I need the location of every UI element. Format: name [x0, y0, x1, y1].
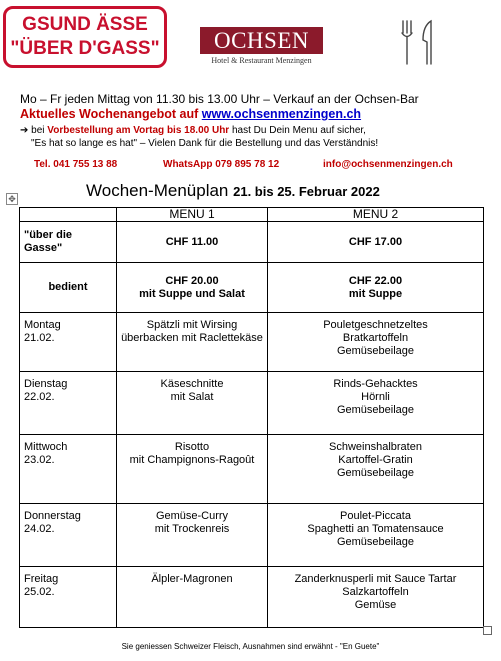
promo-badge	[3, 6, 167, 68]
preorder-pre: bei	[28, 125, 48, 136]
menu-2-cell: Poulet-Piccata Spaghetti an Tomatensauce Gemüsebeilage	[268, 504, 484, 567]
table-row	[20, 504, 484, 567]
menu-2-cell: Rinds-Gehacktes Hörnli Gemüsebeilage	[268, 372, 484, 435]
table-row	[20, 222, 484, 263]
table-resize-handle[interactable]	[483, 626, 492, 635]
title-main: Wochen-Menüplan	[86, 181, 234, 200]
table-row	[20, 372, 484, 435]
website-link[interactable]: www.ochsenmenzingen.ch	[201, 107, 362, 121]
row-label: Donnerstag 24.02.	[20, 504, 117, 567]
preorder-line	[20, 125, 366, 136]
ochsen-logo	[200, 27, 323, 65]
table-row	[20, 263, 484, 313]
menu-1-cell: Risotto mit Champignons-Ragoût	[117, 435, 268, 504]
email-address[interactable]: info@ochsenmenzingen.ch	[323, 159, 453, 170]
menu-plan-title	[86, 181, 380, 201]
whatsapp-number: WhatsApp 079 895 78 12	[163, 159, 280, 170]
row-label: Dienstag 22.02.	[20, 372, 117, 435]
weekly-offer-text: Aktuelles Wochenangebot auf	[20, 107, 202, 121]
table-row	[20, 313, 484, 372]
badge-line-1: GSUND ÄSSE	[22, 14, 148, 35]
menu-1-cell: Käseschnitte mit Salat	[117, 372, 268, 435]
logo-subtitle: Hotel & Restaurant Menzingen	[211, 56, 312, 65]
fork-knife-icon	[398, 18, 438, 66]
phone-number: Tel. 041 755 13 88	[34, 159, 118, 170]
notice-line: "Es hat so lange es hat" – Vielen Dank für die Bestellung und das Verständnis!	[31, 138, 379, 149]
footer-note: Sie geniessen Schweizer Fleisch, Ausnahmen sind erwähnt - "En Guete"	[121, 642, 380, 651]
row-label: "über die Gasse"	[20, 222, 117, 263]
table-row	[20, 567, 484, 628]
preorder-deadline: Vorbestellung am Vortag bis 18.00 Uhr	[47, 125, 230, 136]
menu-2-cell: Schweinshalbraten Kartoffel-Gratin Gemüsebeilage	[268, 435, 484, 504]
menu-1-cell: CHF 11.00	[117, 222, 268, 263]
table-header-row	[20, 208, 484, 222]
move-handle-icon[interactable]: ✥	[6, 193, 18, 205]
header-menu-2: MENU 2	[268, 208, 484, 222]
badge-line-2: "ÜBER D'GASS"	[10, 38, 160, 59]
hours-line: Mo – Fr jeden Mittag von 11.30 bis 13.00 Uhr – Verkauf an der Ochsen-Bar	[20, 92, 419, 106]
menu-2-cell: CHF 22.00 mit Suppe	[268, 263, 484, 313]
menu-1-cell: CHF 20.00 mit Suppe und Salat	[117, 263, 268, 313]
menu-1-cell: Gemüse-Curry mit Trockenreis	[117, 504, 268, 567]
menu-2-cell: Zanderknusperli mit Sauce Tartar Salzkartoffeln Gemüse	[268, 567, 484, 628]
row-label: Mittwoch 23.02.	[20, 435, 117, 504]
logo-word: OCHSEN	[200, 27, 323, 54]
menu-1-cell: Spätzli mit Wirsing überbacken mit Raclettekäse	[117, 313, 268, 372]
row-label: Freitag 25.02.	[20, 567, 117, 628]
menu-2-cell: CHF 17.00	[268, 222, 484, 263]
menu-2-cell: Pouletgeschnetzeltes Bratkartoffeln Gemüsebeilage	[268, 313, 484, 372]
row-label: Montag 21.02.	[20, 313, 117, 372]
arrow-icon: ➔	[20, 125, 29, 136]
title-dates: 21. bis 25. Februar 2022	[233, 184, 380, 199]
menu-table	[19, 207, 484, 628]
header-menu-1: MENU 1	[117, 208, 268, 222]
row-label: bedient	[20, 263, 117, 313]
menu-1-cell: Älpler-Magronen	[117, 567, 268, 628]
table-row	[20, 435, 484, 504]
weekly-offer-line	[20, 107, 361, 121]
preorder-post: hast Du Dein Menu auf sicher,	[229, 125, 366, 136]
header-empty	[20, 208, 117, 222]
